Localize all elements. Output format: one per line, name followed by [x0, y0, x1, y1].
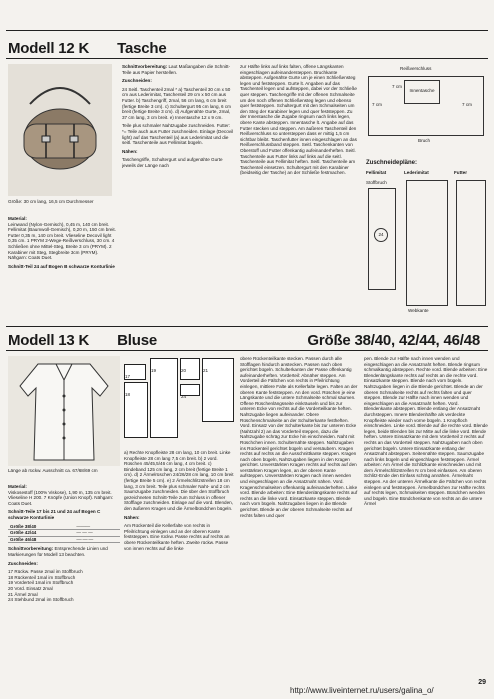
inner-label: Innentasche: [409, 88, 435, 93]
col2-more: Teile plus schmaler Nahtzugabe zuschneiden. Futter: *= Teile auch aus Futter zuschneiden. Einlage (Decovil light) auf das Taschenteil (a) aus Lederimitat und die seitl. Taschenteile aus Fellimitat bügeln.: [122, 123, 234, 146]
blouse-photo: [8, 356, 120, 466]
list-item: 17 Rückw. Passe 2mal im Stoffbruch: [8, 569, 83, 575]
material-text: Leinwand (Nylon-Gemisch), 0,45 m, 140 cm breit. Fellimitat (Baumwoll-Gemisch), 0,20 m, 150 cm breit. Futter 0,35 m, 140 cm breit. Vlieseline Decovil light 0,35 cm. 1 PRYM 2-Wege-Reißverschluss, 30 cm. 4 Schließen ohne Mittel-Steg, Breite 3 cm (PRYM). 2 Karabiner mit Steg, Stegbreite 3cm (PRYM). Nähgarn: Coats Duet.: [8, 221, 116, 261]
naehen2-heading: Nähen:: [124, 514, 140, 520]
pattern-piece-24: [180, 384, 200, 399]
piece-number: 24: [374, 228, 388, 242]
bag-diagram: [364, 64, 488, 156]
pattern-piece-18: [124, 382, 148, 438]
size-table: [8, 524, 120, 544]
schnittvorb-heading: Schnittvorbereitung:: [8, 546, 54, 552]
piece-label: 17: [125, 374, 131, 379]
leder-label: Lederimitat: [404, 170, 429, 175]
col2-text: Laut Maßangaben die Schnitt-Teile aus Papier herstellen.: [122, 64, 231, 75]
schnittvorb-text: Entsprechende Linien und Markierungen für Modell 13 beachten.: [8, 546, 108, 557]
zuschneiden2-heading: Zuschneiden:: [8, 560, 38, 566]
section2-header: [8, 332, 486, 349]
section1-col2: [122, 64, 234, 326]
list-item: 19 Vorderteil 1mal im Stoffbruch: [8, 580, 74, 586]
pattern-piece-19: [150, 358, 178, 438]
section2-top-rule: [6, 326, 488, 327]
section2-title: Bluse: [117, 332, 157, 349]
section1-material: [8, 216, 116, 316]
section1-header: [8, 40, 167, 57]
size-row: [8, 530, 120, 537]
line-cell: — — —: [74, 530, 120, 537]
zip-label: Reißverschluss: [400, 66, 432, 71]
line-cell: —·—·—: [74, 536, 120, 543]
section2-col4: pen. Blende zur Hälfte nach innen wenden und eingeschlagen an die Ansatznaht heften. Blende ringsum schmalkantig absteppen. Rechte vord. Blende arbeiten: Eine Blendenlängskante rechts auf rechts an die rechte vord. Einsatzkante steppen. Blende nach vorn bügeln. Nahtzugaben liegen in die Blende gerichtet. Blende an der oberen Schmalseite rechts auf rechts falten und quer steppen. Blende zur Hälfte nach innen wenden und eingeschlagen an die Ansatznaht heften. Vord. Blendenkante absteppen. Blende entlang der Ansatznaht durchsteppen. Innere Blendenhälfte als verdeckte Knopfleiste wieder nach vorne bügeln. 1 Knopfloch einschneiden. Linke vord. Blende auf die rechte vord. Blende legen, beide Blenden bis zur Mitte auf die linke vord. Blende heften. Untere Einsatzkante mit dem Vorderteil 2 rechts auf rechts an das Vorderteil steppen. Nahtzugaben nach oben gerichtet bügeln. Untere Einsatzkante entlang der Ansatznaht absteppen. Seitennähte steppen. Saumzugabe nach links bügeln und eingeschlagen feststeppen. Ärmel arbeiten: Am Ärmel die Schlitzkante einschneiden und mit dem Ärmelschlitzstreifen N cm breit einfassen. Am oberen Schlitz-Ende den Einfass schräg annähen. Ärmelnaht steppen. An der unteren Ärmelkante die Fältchen von rechts einlegen und feststeppen. Ärmelbündchen zur Hälfte rechts auf rechts legen, Schmalseiten steppen. Bündchen wenden und bügeln. Eine Bündchenkante von rechts an die untere Ärmel: [364, 356, 488, 507]
section2-sizes: Größe 38/40, 42/44, 46/48: [307, 332, 480, 349]
bag-caption: Größe: 30 cm lang, 16,5 cm Durchmesser: [8, 199, 94, 204]
section2-col2: [124, 450, 234, 694]
zuschneiden-text: 24 Seitl. Taschenteil 2mal * a) Taschenteil 30 cm x 50 cm aus Lederimitat, Taschenteil 29 cm x 50 cm aus Futter. b) Taschengriff, 2mal, 56 cm lang, 6 cm breit (fertige Breite 3 cm). c) Schultergurt 95 cm lang, 6 cm breit (fertige Breite 3 cm). d) Aufgenähte Gurte, 2mal, 37 cm lang, 3 cm breit. e) Innentasche 12 x 9 cm.: [122, 86, 232, 120]
futter-label: Futter: [454, 170, 468, 175]
list-item: 18 Rückenteil 1mal im Stoffbruch: [8, 574, 76, 580]
piece-label: 21: [203, 368, 209, 373]
material2-heading: Material:: [8, 484, 27, 489]
pattern-piece-17: [124, 364, 146, 380]
naehen-text: Taschengriffe, Schultergurt und aufgenähte Gurte jeweils der Länge nach: [122, 157, 223, 168]
size-row: [8, 536, 120, 543]
list-item: 24 Stehbund 2mal im Stoffbruch: [8, 597, 74, 603]
col2-tail: Am Rückenteil die Kellerfalte von rechts in Pfeilrichtung einlegen und an der oberen Kante feststeppen. Eine rückw. Passe rechts auf rechts an obere Rückenteilkante heften. Zweite rückw. Passe von innen rechts auf die linke: [124, 523, 230, 551]
section2-model: Modell 13 K: [8, 332, 90, 349]
stoffbruch-label: Stoffbruch: [366, 180, 387, 185]
col2-heading: Schnittvorbereitung:: [122, 64, 168, 69]
section1-col3: zur Hälfte links auf links falten, offene Längskanten eingeschlagen aufeinandersteppen. Bruchkante absteppen. Aufgenähte Gurte um je einen Schließensteg legen und feststeppen. Gurte lt. Angaben auf das Taschenteil legen und aufsteppen, dabei vor der Schließe quer steppen. Taschengriffe mit der offenen Schmalseite um den noch offenen Schließensteg legen und ebenso quer feststeppen. Schultergurt mit den Schmalseiten um den Steg der Karabiner legen und quer feststeppen. Zu der Innentasche die Zugabe ringsum nach links legen, obere Kante absteppen. Innentasche lt. Angabe auf das Futter stecken und steppen. Am äußeren Taschenteil den Reißverschluss so untersteppen dass er mittig 1,5 cm sichtbar bleibt. Taschenfutter innen eingeschlagen an das Reißverschlussband steppen. Seitl. Taschenkanten von Oberstoff und Futter offenkantig aufeinanderheften. Seitl. Taschenteile aus Futter links auf links auf die seitl. Taschenteile aus Fellimitat heften. Seitl. Taschenteile am Taschenteil einsetzen. Schultergurt mit den Karabiner (beidseitig der Tasche) an der Schließe festmachen.: [240, 64, 357, 176]
section2-col1: [8, 484, 120, 694]
section1-model: Modell 12 K: [8, 40, 90, 57]
blouse-illustration: [8, 356, 120, 466]
piece-label: 18: [125, 392, 131, 397]
dim-right: 7 cm: [462, 102, 472, 107]
bruch-label: Bruch: [418, 138, 431, 143]
size-cell: Größe 42/44: [8, 530, 74, 537]
dim-top: 7 cm: [392, 84, 402, 89]
top-rule: [6, 30, 488, 31]
watermark-url: http://www.liveinternet.ru/users/galina_o/: [290, 686, 434, 695]
dim-left: 7 cm: [372, 102, 382, 107]
pattern-piece-20: [180, 358, 200, 380]
pattern-piece-21: [202, 358, 234, 422]
schnitt-info: Schnitt-Teil 24 auf Bogen B schwarze Konturlinie: [8, 263, 115, 269]
section2-header-rule: [6, 350, 488, 351]
line-cell: ———: [74, 524, 120, 530]
piece-label: 20: [181, 368, 187, 373]
size-cell: Größe 38/40: [8, 524, 74, 530]
section2-col3: obere Rückenteilkante stecken. Passen durch alle Stofflagen hindurch anstecken. Passen nach oben gerichtet bügeln. Schulterkanten der Passe offenkantig aufeinanderheften. Vorderteil: Abnäher steppen. Am Vorderteil die Fältchen von rechts in Pfeilrichtung einlegen, mittlere Falte als Kellerfalte legen. Falten an der oberen Kante feststeppen. An den vord. Rüschen je eine Längskante und die untere Schmalseite schmal säumen. Offene Rüschenlängsseite einkräuseln und bis zur unteren Ecke von rechts auf die Vorderteilkante heften. Nahtzugabe liegen aufeinander. Obere Rüschenschmalseite an der Schulterkante festheften. Vord. Einsatz von der Schulterkante bis zur unteren Ecke (Nahtzahl 2) an das Vorderteil steppen, dazu die Nahtzugabe schräg zur Ecke hin einschneiden. Naht mit Rüschchen innen. Schulternähte steppen. Nahtzugaben ins Rückenteil gerichtet bügeln und versäubern. Kragen rechts auf rechts an die Ausschnittkante steppen. Kragen nach oben bügeln, Nahtzugaben liegen in den Kragen gerichtet. Unverstärkten Kragen rechts auf rechts auf den verstärkten Kragen legen, an der oberen Kante aufsteppen. Unverstärkten Kragen nach innen wenden und eingeschlagen an die Ansatznaht nähen. Vord. Kragenschmalseiten offenkantig aufeinanderheften. Linke vord. Blende arbeiten: Eine Blendenlängskante rechts auf rechts an die linke vord. Einsatzkante steppen. Blende nach vorn bügeln. Nahtzugaben liegen in die Blende gerichtet. Blende an der oberen Schmalseite rechts auf rechts falten und quer: [240, 356, 358, 518]
list-item: 20 Vord. Einsatz 2mal: [8, 585, 53, 591]
futter-layout: [456, 180, 486, 306]
piece-label: 24: [181, 394, 187, 399]
zuschneiden-heading: Zuschneiden:: [122, 78, 152, 84]
bag-illustration: [8, 64, 112, 196]
layout-title: Zuschneidepläne:: [366, 160, 418, 166]
fell-label: Fellimitat: [366, 170, 387, 175]
section1-header-rule: [6, 58, 488, 59]
piece-label: 19: [151, 368, 157, 373]
page-number: 29: [478, 679, 486, 686]
col2-text-2: a) Rechte Knopfleiste 28 cm lang, 10 cm breit. Linke Knopfleiste 28 cm lang 7,5 cm breit. b) 2 vord. Rüschen 45/45,5/46 cm lang, 4 cm breit. c) Bindeband 125 cm lang, 2 cm breit (fertige Breite 1 cm). d) 2 Ärmelrüschen 24/26/28 cm lang, 10 cm breit (fertige Breite 5 cm). e) 2 Ärmelschlitzstreifen 18 cm lang, 3 cm breit. Teile plus schmaler Naht- und 2 cm Saumzugabe zuschneiden. Die über den Stoffbruch gezeichneten Schnitt-Teile zum Schluss in offener Stofflage zuschneiden. Einlage auf die vord. Blenden, den äußeren Kragen und die Ärmelbündchen bügeln.: [124, 450, 234, 511]
webkante-label: Webkante: [408, 308, 429, 313]
bag-photo: [8, 64, 112, 196]
cutting-layout: [366, 170, 488, 320]
schnitt2-info: Schnitt-Teile 17 bis 21 und 24 auf Bogen C schwarze Konturlinie: [8, 509, 101, 520]
pattern-pieces: [124, 356, 234, 446]
size-cell: Größe 46/48: [8, 536, 74, 543]
list-item: 21 Ärmel 2mal: [8, 591, 38, 597]
material2-text: Viskosestoff (100% Viskose), 1,90 m, 135 cm breit. Vlieseline H 200. 7 Knöpfe (Union Knopf). Nähgarn: Coats Duet.: [8, 489, 114, 506]
material-heading: Material:: [8, 216, 27, 221]
section1-title: Tasche: [117, 40, 167, 57]
blouse-caption: Länge ab rückw. Ausschnitt ca. 67/68/69 cm: [8, 468, 98, 473]
naehen-heading: Nähen:: [122, 148, 138, 154]
leder-layout: [406, 180, 448, 306]
zuschneiden2-list: [8, 569, 120, 603]
